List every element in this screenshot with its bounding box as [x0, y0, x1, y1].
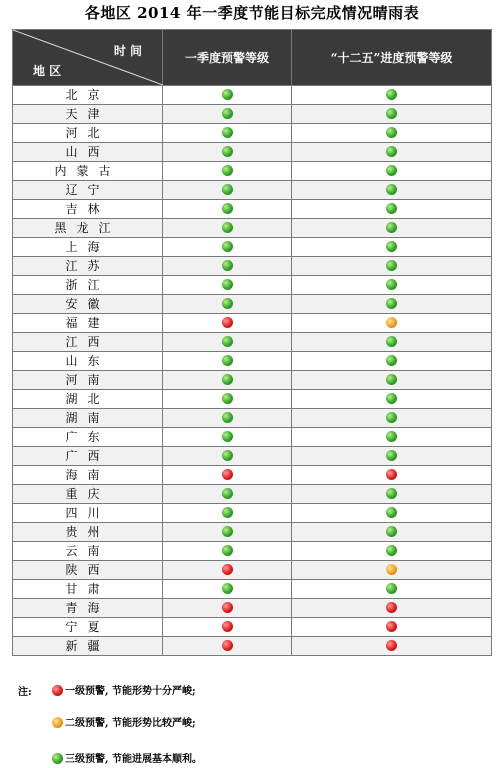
table-row — [13, 219, 492, 238]
region-cell: 福建 — [13, 314, 163, 333]
region-cell: 上海 — [13, 238, 163, 257]
green-circle-icon — [386, 507, 397, 518]
table-row — [13, 561, 492, 580]
red-circle-icon — [222, 469, 233, 480]
green-circle-icon — [222, 545, 233, 556]
region-cell: 湖南 — [13, 409, 163, 428]
legend-prefix: 注: — [18, 687, 32, 698]
red-circle-icon — [386, 602, 397, 613]
progress-level-cell — [292, 618, 492, 637]
warning-table — [12, 29, 492, 656]
green-circle-icon — [222, 412, 233, 423]
table-row — [13, 105, 492, 124]
green-circle-icon — [222, 450, 233, 461]
progress-level-cell — [292, 523, 492, 542]
region-cell: 重庆 — [13, 485, 163, 504]
region-cell: 辽宁 — [13, 181, 163, 200]
q1-level-cell — [163, 257, 292, 276]
col-q1-header: 一季度预警等级 — [163, 30, 292, 86]
red-circle-icon — [222, 621, 233, 632]
region-cell: 广西 — [13, 447, 163, 466]
progress-level-cell — [292, 409, 492, 428]
legend-item-orange — [52, 714, 196, 729]
q1-level-cell — [163, 561, 292, 580]
corner-time-label: 时 间 — [113, 44, 142, 58]
region-cell: 江西 — [13, 333, 163, 352]
q1-level-cell — [163, 504, 292, 523]
progress-level-cell — [292, 238, 492, 257]
green-circle-icon — [222, 222, 233, 233]
q1-level-cell — [163, 447, 292, 466]
green-circle-icon — [386, 241, 397, 252]
q1-level-cell — [163, 124, 292, 143]
col-progress-header: “十二五”进度预警等级 — [292, 30, 492, 86]
green-circle-icon — [386, 450, 397, 461]
progress-level-cell — [292, 314, 492, 333]
region-cell: 宁夏 — [13, 618, 163, 637]
table-row — [13, 352, 492, 371]
table-row — [13, 618, 492, 637]
progress-level-cell — [292, 542, 492, 561]
q1-level-cell — [163, 219, 292, 238]
green-circle-icon — [52, 753, 63, 764]
q1-level-cell — [163, 428, 292, 447]
table-row — [13, 124, 492, 143]
q1-level-cell — [163, 523, 292, 542]
table-row — [13, 580, 492, 599]
green-circle-icon — [222, 583, 233, 594]
region-cell: 江苏 — [13, 257, 163, 276]
region-cell: 云南 — [13, 542, 163, 561]
green-circle-icon — [386, 222, 397, 233]
region-cell: 山东 — [13, 352, 163, 371]
legend-item-green — [52, 750, 202, 765]
green-circle-icon — [222, 108, 233, 119]
progress-level-cell — [292, 428, 492, 447]
table-row — [13, 466, 492, 485]
green-circle-icon — [222, 260, 233, 271]
green-circle-icon — [222, 336, 233, 347]
green-circle-icon — [222, 488, 233, 499]
progress-level-cell — [292, 561, 492, 580]
progress-level-cell — [292, 371, 492, 390]
green-circle-icon — [386, 431, 397, 442]
orange-circle-icon — [52, 717, 63, 728]
progress-level-cell — [292, 162, 492, 181]
table-row — [13, 637, 492, 656]
region-cell: 湖北 — [13, 390, 163, 409]
green-circle-icon — [386, 127, 397, 138]
green-circle-icon — [222, 165, 233, 176]
progress-level-cell — [292, 86, 492, 105]
q1-level-cell — [163, 618, 292, 637]
region-cell: 内蒙古 — [13, 162, 163, 181]
region-cell: 海南 — [13, 466, 163, 485]
q1-level-cell — [163, 181, 292, 200]
progress-level-cell — [292, 181, 492, 200]
region-cell: 安徽 — [13, 295, 163, 314]
table-row — [13, 276, 492, 295]
region-cell: 贵州 — [13, 523, 163, 542]
region-cell: 甘肃 — [13, 580, 163, 599]
green-circle-icon — [222, 393, 233, 404]
progress-level-cell — [292, 276, 492, 295]
table-row — [13, 523, 492, 542]
q1-level-cell — [163, 390, 292, 409]
q1-level-cell — [163, 143, 292, 162]
q1-level-cell — [163, 295, 292, 314]
red-circle-icon — [52, 685, 63, 696]
q1-level-cell — [163, 637, 292, 656]
progress-level-cell — [292, 447, 492, 466]
red-circle-icon — [222, 640, 233, 651]
table-row — [13, 200, 492, 219]
q1-level-cell — [163, 333, 292, 352]
progress-level-cell — [292, 295, 492, 314]
green-circle-icon — [386, 412, 397, 423]
green-circle-icon — [386, 393, 397, 404]
green-circle-icon — [386, 374, 397, 385]
red-circle-icon — [222, 317, 233, 328]
table-row — [13, 257, 492, 276]
green-circle-icon — [222, 355, 233, 366]
header-row — [13, 30, 492, 86]
red-circle-icon — [386, 469, 397, 480]
green-circle-icon — [222, 146, 233, 157]
region-cell: 天津 — [13, 105, 163, 124]
q1-level-cell — [163, 409, 292, 428]
q1-level-cell — [163, 580, 292, 599]
corner-region-label: 地 区 — [33, 64, 62, 78]
green-circle-icon — [222, 89, 233, 100]
table-row — [13, 485, 492, 504]
table-row — [13, 504, 492, 523]
region-cell: 新疆 — [13, 637, 163, 656]
table-row — [13, 447, 492, 466]
orange-circle-icon — [386, 564, 397, 575]
green-circle-icon — [386, 336, 397, 347]
green-circle-icon — [222, 127, 233, 138]
table-row — [13, 409, 492, 428]
q1-level-cell — [163, 200, 292, 219]
progress-level-cell — [292, 200, 492, 219]
progress-level-cell — [292, 143, 492, 162]
progress-level-cell — [292, 352, 492, 371]
progress-level-cell — [292, 219, 492, 238]
region-cell: 陕西 — [13, 561, 163, 580]
table-row — [13, 143, 492, 162]
progress-level-cell — [292, 124, 492, 143]
progress-level-cell — [292, 333, 492, 352]
progress-level-cell — [292, 257, 492, 276]
q1-level-cell — [163, 238, 292, 257]
progress-level-cell — [292, 466, 492, 485]
q1-level-cell — [163, 542, 292, 561]
q1-level-cell — [163, 314, 292, 333]
green-circle-icon — [222, 184, 233, 195]
green-circle-icon — [386, 184, 397, 195]
table-row — [13, 181, 492, 200]
q1-level-cell — [163, 86, 292, 105]
table-row — [13, 333, 492, 352]
green-circle-icon — [386, 583, 397, 594]
table-body — [13, 86, 492, 656]
progress-level-cell — [292, 105, 492, 124]
region-cell: 河南 — [13, 371, 163, 390]
legend-item-red — [52, 682, 196, 697]
green-circle-icon — [222, 241, 233, 252]
green-circle-icon — [222, 279, 233, 290]
red-circle-icon — [222, 564, 233, 575]
green-circle-icon — [386, 488, 397, 499]
q1-level-cell — [163, 276, 292, 295]
progress-level-cell — [292, 485, 492, 504]
table-row — [13, 238, 492, 257]
region-cell: 广东 — [13, 428, 163, 447]
green-circle-icon — [222, 526, 233, 537]
orange-circle-icon — [386, 317, 397, 328]
red-circle-icon — [386, 640, 397, 651]
legend-text: 一级预警, 节能形势十分严峻; — [65, 686, 196, 697]
table-row — [13, 428, 492, 447]
q1-level-cell — [163, 162, 292, 181]
table-row — [13, 371, 492, 390]
q1-level-cell — [163, 485, 292, 504]
red-circle-icon — [222, 602, 233, 613]
region-cell: 四川 — [13, 504, 163, 523]
green-circle-icon — [222, 507, 233, 518]
green-circle-icon — [222, 431, 233, 442]
green-circle-icon — [386, 89, 397, 100]
table-row — [13, 599, 492, 618]
table-row — [13, 390, 492, 409]
green-circle-icon — [386, 165, 397, 176]
region-cell: 山西 — [13, 143, 163, 162]
region-cell: 浙江 — [13, 276, 163, 295]
page-title: 各地区 2014 年一季度节能目标完成情况晴雨表 — [84, 4, 420, 22]
region-cell: 河北 — [13, 124, 163, 143]
green-circle-icon — [386, 355, 397, 366]
green-circle-icon — [386, 203, 397, 214]
progress-level-cell — [292, 637, 492, 656]
table-row — [13, 295, 492, 314]
q1-level-cell — [163, 466, 292, 485]
progress-level-cell — [292, 504, 492, 523]
region-cell: 北京 — [13, 86, 163, 105]
table-row — [13, 314, 492, 333]
progress-level-cell — [292, 580, 492, 599]
green-circle-icon — [386, 279, 397, 290]
q1-level-cell — [163, 105, 292, 124]
region-cell: 吉林 — [13, 200, 163, 219]
legend-text: 二级预警, 节能形势比较严峻; — [65, 718, 196, 729]
table-row — [13, 162, 492, 181]
green-circle-icon — [386, 545, 397, 556]
red-circle-icon — [386, 621, 397, 632]
q1-level-cell — [163, 599, 292, 618]
green-circle-icon — [386, 260, 397, 271]
legend-text: 三级预警, 节能进展基本顺利。 — [65, 754, 202, 765]
region-cell: 黑龙江 — [13, 219, 163, 238]
green-circle-icon — [386, 298, 397, 309]
green-circle-icon — [386, 108, 397, 119]
corner-header — [13, 30, 163, 86]
q1-level-cell — [163, 352, 292, 371]
green-circle-icon — [386, 526, 397, 537]
progress-level-cell — [292, 390, 492, 409]
green-circle-icon — [386, 146, 397, 157]
green-circle-icon — [222, 203, 233, 214]
table-row — [13, 542, 492, 561]
green-circle-icon — [222, 298, 233, 309]
progress-level-cell — [292, 599, 492, 618]
q1-level-cell — [163, 371, 292, 390]
green-circle-icon — [222, 374, 233, 385]
table-row — [13, 86, 492, 105]
region-cell: 青海 — [13, 599, 163, 618]
